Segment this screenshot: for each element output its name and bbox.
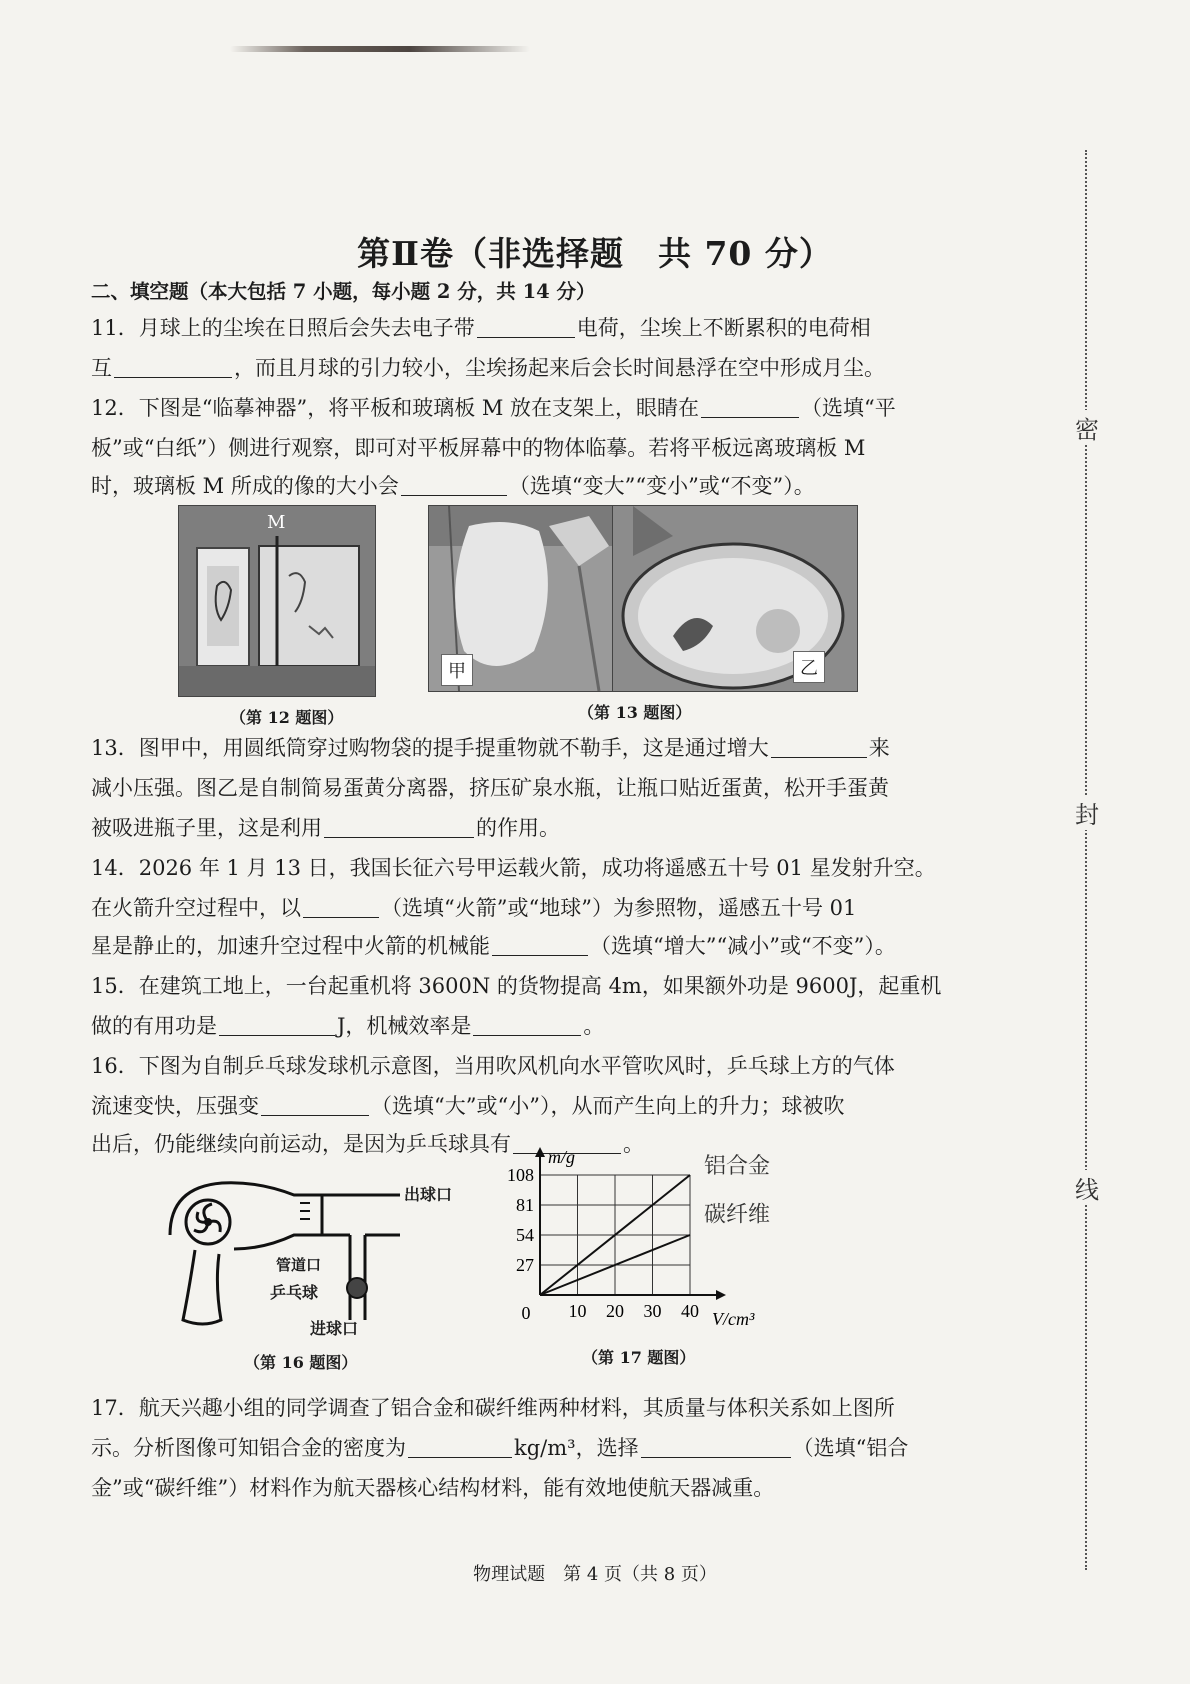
q13-line3: 被吸进瓶子里，这是利用 的作用。 (91, 816, 560, 840)
q12-line3: 时，玻璃板 M 所成的像的大小会 （选填“变大”“变小”或“不变”）。 (91, 474, 815, 498)
y-tick-label: 27 (516, 1255, 534, 1275)
page-footer: 物理试题 第 4 页（共 8 页） (473, 1564, 717, 1585)
q13-blank1[interactable] (771, 737, 867, 758)
q11-blank1[interactable] (477, 317, 575, 338)
q17-line3: 金”或“碳纤维”）材料作为航天器核心结构材料，能有效地使航天器减重。 (91, 1476, 775, 1500)
q14-line3: 星是静止的，加速升空过程中火箭的机械能 （选填“增大”“减小”或“不变”）。 (91, 934, 896, 958)
q15-line1: 15．在建筑工地上，一台起重机将 3600N 的货物提高 4m，如果额外功是 9600J，起重机 (91, 974, 942, 998)
y-axis-label: m/g (548, 1147, 575, 1167)
q17-blank1[interactable] (408, 1437, 512, 1458)
fig16-diagram (160, 1170, 490, 1340)
q11-blank2[interactable] (114, 357, 232, 378)
y-tick-label: 108 (507, 1165, 534, 1185)
fig16-label-tube: 管道口 (276, 1256, 322, 1274)
q11-line2: 互 ，而且月球的引力较小，尘埃扬起来后会长时间悬浮在空中形成月尘。 (91, 356, 885, 380)
q16-line1: 16．下图为自制乒乓球发球机示意图，当用吹风机向水平管吹风时，乒乓球上方的气体 (91, 1054, 895, 1078)
density-chart (490, 1140, 810, 1340)
q13-line1: 13．图甲中，用圆纸筒穿过购物袋的提手提重物就不勒手，这是通过增大 来 (91, 736, 890, 760)
x-axis-arrow (716, 1290, 726, 1300)
x-tick-label: 30 (643, 1301, 662, 1321)
fig16-caption: （第 16 题图） (244, 1353, 358, 1372)
series-label-1: 铝合金 (704, 1154, 771, 1179)
origin-label: 0 (521, 1303, 531, 1323)
q13-blank2[interactable] (324, 817, 474, 838)
fig13-photo-a (428, 505, 614, 692)
q14-blank2[interactable] (492, 935, 588, 956)
q14-line1: 14．2026 年 1 月 13 日，我国长征六号甲运载火箭，成功将遥感五十号 01 星发射升空。 (91, 856, 936, 880)
x-axis-label: V/cm³ (712, 1309, 755, 1329)
fig16-label-inlet: 进球口 (310, 1319, 359, 1338)
y-axis-arrow (535, 1147, 545, 1157)
q15-line2: 做的有用功是 J，机械效率是 。 (91, 1014, 605, 1038)
fig16-label-outlet: 出球口 (404, 1185, 453, 1204)
q16-line3: 出后，仍能继续向前运动，是因为乒乓球具有 。 (91, 1132, 644, 1156)
q13-line2: 减小压强。图乙是自制简易蛋黄分离器，挤压矿泉水瓶，让瓶口贴近蛋黄，松开手蛋黄 (91, 776, 889, 800)
fig13-label-jia: 甲 (441, 654, 473, 686)
page-title: 第Ⅱ卷（非选择题 共 70 分） (357, 234, 833, 273)
q12-line2: 板”或“白纸”）侧进行观察，即可对平板屏幕中的物体临摹。若将平板远离玻璃板 M (91, 436, 866, 460)
fig16-label-ball: 乒乓球 (270, 1283, 319, 1302)
x-tick-label: 40 (681, 1301, 699, 1321)
q12-blank1[interactable] (701, 397, 799, 418)
q16-line2: 流速变快，压强变 （选填“大”或“小”），从而产生向上的升力；球被吹 (91, 1094, 845, 1118)
y-tick-label: 81 (516, 1195, 534, 1215)
q11-line1: 11．月球上的尘埃在日照后会失去电子带 电荷，尘埃上不断累积的电荷相 (91, 316, 871, 340)
q17-line1: 17．航天兴趣小组的同学调查了铝合金和碳纤维两种材料，其质量与体积关系如上图所 (91, 1396, 895, 1420)
fig13-photo-b (612, 505, 858, 692)
fig17-chart (490, 1140, 810, 1340)
series-label-2: 碳纤维 (704, 1202, 771, 1228)
x-tick-label: 10 (568, 1301, 587, 1321)
q16-blank1[interactable] (261, 1095, 369, 1116)
binding-mark-feng: 封 (1072, 795, 1102, 830)
section-heading: 二、填空题（本大包括 7 小题，每小题 2 分，共 14 分） (91, 280, 596, 303)
fig13-caption: （第 13 题图） (578, 703, 692, 722)
fig17-caption: （第 17 题图） (582, 1348, 696, 1367)
fig12-caption: （第 12 题图） (230, 708, 344, 727)
scan-smear (230, 46, 530, 52)
binding-mark-xian: 线 (1072, 1170, 1102, 1205)
fig12-photo (178, 505, 376, 697)
x-tick-label: 20 (606, 1301, 624, 1321)
q12-blank2[interactable] (401, 475, 507, 496)
q14-blank1[interactable] (303, 897, 379, 918)
q14-line2: 在火箭升空过程中，以 （选填“火箭”或“地球”）为参照物，遥感五十号 01 (91, 896, 857, 920)
q17-line2: 示。分析图像可知铝合金的密度为 kg/m³，选择 （选填“铝合 (91, 1436, 909, 1460)
binding-line (1085, 150, 1089, 1570)
q15-blank2[interactable] (473, 1015, 581, 1036)
q17-blank2[interactable] (641, 1437, 791, 1458)
binding-mark-mi: 密 (1072, 410, 1102, 445)
q15-blank1[interactable] (219, 1015, 335, 1036)
q12-line1: 12．下图是“临摹神器”，将平板和玻璃板 M 放在支架上，眼睛在 （选填“平 (91, 396, 896, 420)
fig12-label-m: M (267, 512, 286, 533)
y-tick-label: 54 (516, 1225, 534, 1245)
fig13-label-yi: 乙 (793, 651, 825, 683)
